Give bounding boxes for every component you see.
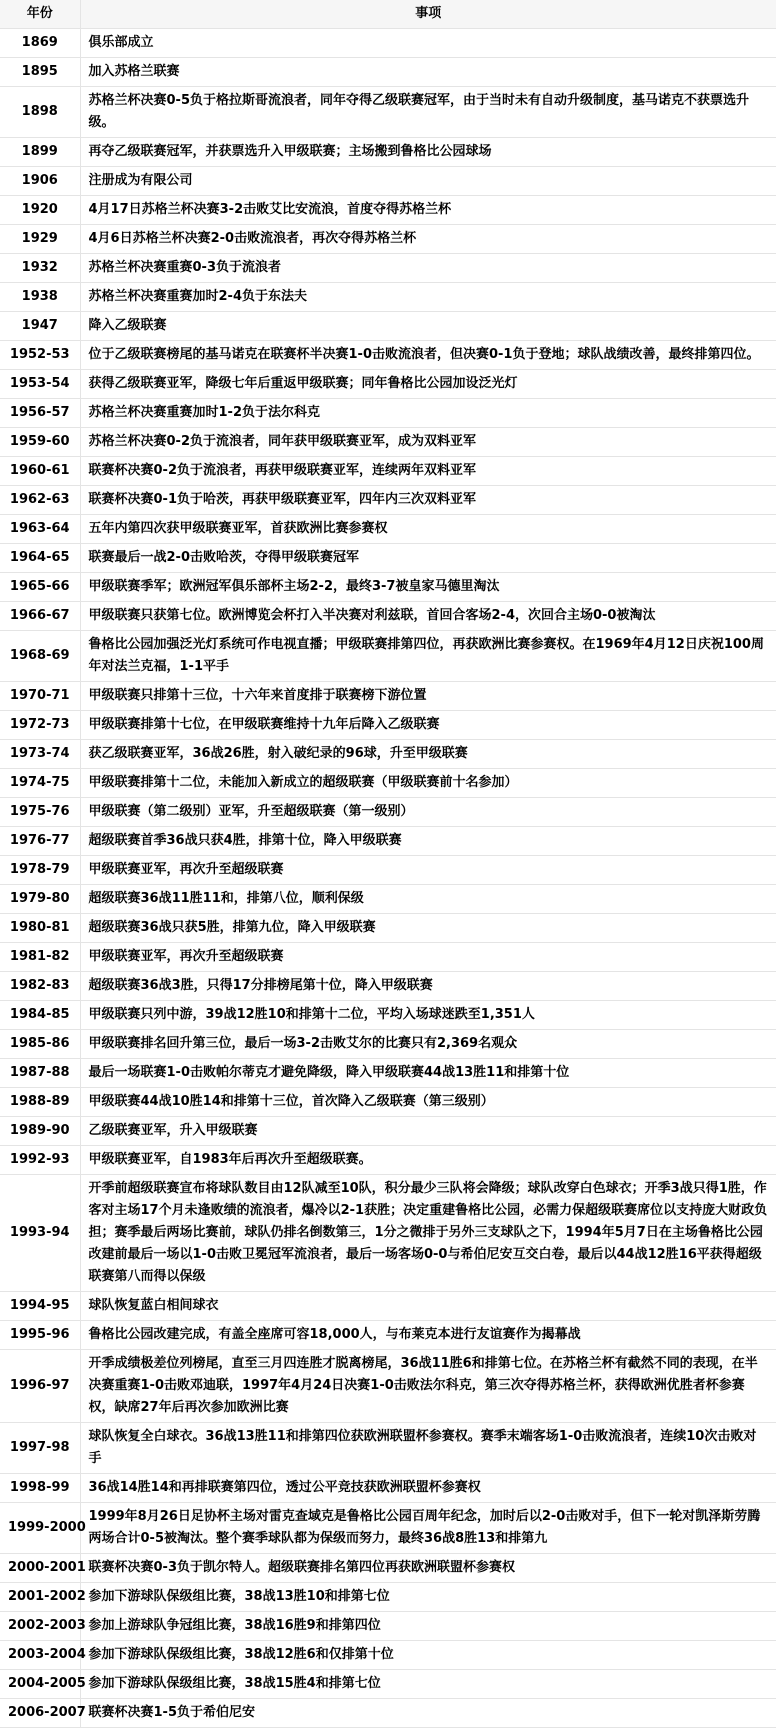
table-row: [0, 370, 776, 399]
year-cell: 1981-82: [0, 943, 80, 972]
year-cell: 1975-76: [0, 798, 80, 827]
year-cell: 1970-71: [0, 682, 80, 711]
event-cell: 超级联赛36战只获5胜，排第九位，降入甲级联赛: [80, 914, 776, 943]
event-cell: 甲级联赛排第十七位，在甲级联赛维持十九年后降入乙级联赛: [80, 711, 776, 740]
event-cell: 甲级联赛亚军，再次升至超级联赛: [80, 856, 776, 885]
event-cell: 注册成为有限公司: [80, 167, 776, 196]
year-cell: 1997-98: [0, 1423, 80, 1474]
event-cell: 甲级联赛只获第七位。欧洲博览会杯打入半决赛对利兹联，首回合客场2-4，次回合主场0-0被淘汰: [80, 602, 776, 631]
table-row: [0, 399, 776, 428]
year-cell: 1966-67: [0, 602, 80, 631]
event-cell: 参加下游球队保级组比赛，38战15胜4和排第七位: [80, 1670, 776, 1699]
event-cell: 五年内第四次获甲级联赛亚军，首获欧洲比赛参赛权: [80, 515, 776, 544]
event-cell: 联赛杯决赛0-3负于凯尔特人。超级联赛排名第四位再获欧洲联盟杯参赛权: [80, 1554, 776, 1583]
table-row: [0, 1117, 776, 1146]
table-row: [0, 1423, 776, 1474]
year-column-header: 年份: [0, 0, 80, 29]
year-cell: 1988-89: [0, 1088, 80, 1117]
table-row: [0, 1699, 776, 1728]
table-row: [0, 138, 776, 167]
year-cell: 1996-97: [0, 1350, 80, 1423]
table-row: [0, 196, 776, 225]
year-cell: 2003-2004: [0, 1641, 80, 1670]
event-cell: 鲁格比公园加强泛光灯系统可作电视直播；甲级联赛排第四位，再获欧洲比赛参赛权。在1969年4月12日庆祝100周年对法兰克福，1-1平手: [80, 631, 776, 682]
event-cell: 甲级联赛排名回升第三位，最后一场3-2击败艾尔的比赛只有2,369名观众: [80, 1030, 776, 1059]
table-body: [0, 29, 776, 1728]
year-cell: 2002-2003: [0, 1612, 80, 1641]
year-cell: 1956-57: [0, 399, 80, 428]
table-row: [0, 711, 776, 740]
year-cell: 1985-86: [0, 1030, 80, 1059]
year-cell: 1992-93: [0, 1146, 80, 1175]
table-row: [0, 167, 776, 196]
table-row: [0, 631, 776, 682]
table-row: [0, 1001, 776, 1030]
year-cell: 1995-96: [0, 1321, 80, 1350]
table-row: [0, 225, 776, 254]
year-cell: 1976-77: [0, 827, 80, 856]
event-cell: 超级联赛36战3胜，只得17分排榜尾第十位，降入甲级联赛: [80, 972, 776, 1001]
event-cell: 甲级联赛（第二级别）亚军，升至超级联赛（第一级别）: [80, 798, 776, 827]
event-cell: 苏格兰杯决赛重赛加时1-2负于法尔科克: [80, 399, 776, 428]
event-cell: 甲级联赛44战10胜14和排第十三位，首次降入乙级联赛（第三级别）: [80, 1088, 776, 1117]
event-cell: 降入乙级联赛: [80, 312, 776, 341]
year-cell: 1952-53: [0, 341, 80, 370]
event-cell: 4月6日苏格兰杯决赛2-0击败流浪者，再次夺得苏格兰杯: [80, 225, 776, 254]
event-cell: 1999年8月26日足协杯主场对雷克查域克是鲁格比公园百周年纪念，加时后以2-0击败对手，但下一轮对凯泽斯劳腾两场合计0-5被淘汰。整个赛季球队都为保级而努力，最终36战8胜13和排第九: [80, 1503, 776, 1554]
table-row: [0, 544, 776, 573]
table-row: [0, 515, 776, 544]
event-cell: 联赛最后一战2-0击败哈茨，夺得甲级联赛冠军: [80, 544, 776, 573]
event-cell: 甲级联赛亚军，再次升至超级联赛: [80, 943, 776, 972]
table-row: [0, 740, 776, 769]
event-cell: 鲁格比公园改建完成，有盖全座席可容18,000人，与布莱克本进行友谊赛作为揭幕战: [80, 1321, 776, 1350]
table-row: [0, 1612, 776, 1641]
event-cell: 加入苏格兰联赛: [80, 58, 776, 87]
year-cell: 1906: [0, 167, 80, 196]
table-row: [0, 769, 776, 798]
year-cell: 1993-94: [0, 1175, 80, 1292]
table-row: [0, 1292, 776, 1321]
year-cell: 1929: [0, 225, 80, 254]
table-row: [0, 972, 776, 1001]
year-cell: 1960-61: [0, 457, 80, 486]
table-row: [0, 1583, 776, 1612]
year-cell: 1980-81: [0, 914, 80, 943]
year-cell: 1938: [0, 283, 80, 312]
event-cell: 36战14胜14和再排联赛第四位，透过公平竞技获欧洲联盟杯参赛权: [80, 1474, 776, 1503]
year-cell: 1984-85: [0, 1001, 80, 1030]
event-cell: 球队恢复全白球衣。36战13胜11和排第四位获欧洲联盟杯参赛权。赛季末端客场1-0击败流浪者，连续10次击败对手: [80, 1423, 776, 1474]
year-cell: 1965-66: [0, 573, 80, 602]
event-cell: 乙级联赛亚军，升入甲级联赛: [80, 1117, 776, 1146]
year-cell: 1972-73: [0, 711, 80, 740]
year-cell: 1899: [0, 138, 80, 167]
table-row: [0, 1554, 776, 1583]
year-cell: 1920: [0, 196, 80, 225]
table-row: [0, 1350, 776, 1423]
event-cell: 苏格兰杯决赛重赛加时2-4负于东法夫: [80, 283, 776, 312]
table-row: [0, 1146, 776, 1175]
table-row: [0, 341, 776, 370]
event-cell: 俱乐部成立: [80, 29, 776, 58]
event-cell: 超级联赛首季36战只获4胜，排第十位，降入甲级联赛: [80, 827, 776, 856]
event-cell: 甲级联赛亚军，自1983年后再次升至超级联赛。: [80, 1146, 776, 1175]
event-cell: 参加上游球队争冠组比赛，38战16胜9和排第四位: [80, 1612, 776, 1641]
header-row: [0, 0, 776, 29]
year-cell: 2004-2005: [0, 1670, 80, 1699]
table-row: [0, 798, 776, 827]
event-cell: 最后一场联赛1-0击败帕尔蒂克才避免降级，降入甲级联赛44战13胜11和排第十位: [80, 1059, 776, 1088]
year-cell: 1978-79: [0, 856, 80, 885]
table-row: [0, 1175, 776, 1292]
year-cell: 2001-2002: [0, 1583, 80, 1612]
table-row: [0, 87, 776, 138]
event-cell: 球队恢复蓝白相间球衣: [80, 1292, 776, 1321]
year-cell: 1932: [0, 254, 80, 283]
year-cell: 1959-60: [0, 428, 80, 457]
event-cell: 甲级联赛只排第十三位，十六年来首度排于联赛榜下游位置: [80, 682, 776, 711]
table-row: [0, 1503, 776, 1554]
year-cell: 1994-95: [0, 1292, 80, 1321]
event-cell: 位于乙级联赛榜尾的基马诺克在联赛杯半决赛1-0击败流浪者，但决赛0-1负于登地；球队战绩改善，最终排第四位。: [80, 341, 776, 370]
table-row: [0, 856, 776, 885]
table-row: [0, 682, 776, 711]
event-cell: 参加下游球队保级组比赛，38战13胜10和排第七位: [80, 1583, 776, 1612]
year-cell: 2006-2007: [0, 1699, 80, 1728]
year-cell: 1947: [0, 312, 80, 341]
table-row: [0, 486, 776, 515]
table-header: [0, 0, 776, 29]
event-cell: 参加下游球队保级组比赛，38战12胜6和仅排第十位: [80, 1641, 776, 1670]
year-cell: 1989-90: [0, 1117, 80, 1146]
table-row: [0, 943, 776, 972]
table-row: [0, 827, 776, 856]
year-cell: 1968-69: [0, 631, 80, 682]
event-cell: 甲级联赛排第十二位，未能加入新成立的超级联赛（甲级联赛前十名参加）: [80, 769, 776, 798]
table-row: [0, 58, 776, 87]
event-cell: 4月17日苏格兰杯决赛3-2击败艾比安流浪，首度夺得苏格兰杯: [80, 196, 776, 225]
year-cell: 2000-2001: [0, 1554, 80, 1583]
year-cell: 1998-99: [0, 1474, 80, 1503]
event-cell: 甲级联赛季军；欧洲冠军俱乐部杯主场2-2，最终3-7被皇家马德里淘汰: [80, 573, 776, 602]
table-row: [0, 428, 776, 457]
year-cell: 1962-63: [0, 486, 80, 515]
year-cell: 1974-75: [0, 769, 80, 798]
year-cell: 1869: [0, 29, 80, 58]
table-row: [0, 1059, 776, 1088]
event-cell: 再夺乙级联赛冠军，并获票选升入甲级联赛；主场搬到鲁格比公园球场: [80, 138, 776, 167]
event-cell: 甲级联赛只列中游，39战12胜10和排第十二位，平均入场球迷跌至1,351人: [80, 1001, 776, 1030]
table-row: [0, 1641, 776, 1670]
event-cell: 联赛杯决赛0-2负于流浪者，再获甲级联赛亚军，连续两年双料亚军: [80, 457, 776, 486]
table-row: [0, 602, 776, 631]
year-cell: 1895: [0, 58, 80, 87]
table-row: [0, 1670, 776, 1699]
year-cell: 1898: [0, 87, 80, 138]
event-cell: 苏格兰杯决赛0-2负于流浪者，同年获甲级联赛亚军，成为双料亚军: [80, 428, 776, 457]
event-cell: 开季成绩极差位列榜尾，直至三月四连胜才脱离榜尾，36战11胜6和排第七位。在苏格兰杯有截然不同的表现，在半决赛重赛1-0击败邓迪联，1997年4月24日决赛1-0击败法尔科克，第三次夺得苏格兰杯，获得欧洲优胜者杯参赛权，缺席27年后再次参加欧洲比赛: [80, 1350, 776, 1423]
table-row: [0, 29, 776, 58]
event-cell: 联赛杯决赛0-1负于哈茨，再获甲级联赛亚军，四年内三次双料亚军: [80, 486, 776, 515]
table-row: [0, 573, 776, 602]
table-row: [0, 1088, 776, 1117]
year-cell: 1964-65: [0, 544, 80, 573]
year-cell: 1953-54: [0, 370, 80, 399]
table-row: [0, 254, 776, 283]
event-cell: 获得乙级联赛亚军，降级七年后重返甲级联赛；同年鲁格比公园加设泛光灯: [80, 370, 776, 399]
year-cell: 1982-83: [0, 972, 80, 1001]
year-cell: 1999-2000: [0, 1503, 80, 1554]
event-column-header: 事项: [80, 0, 776, 29]
event-cell: 苏格兰杯决赛重赛0-3负于流浪者: [80, 254, 776, 283]
table-row: [0, 914, 776, 943]
event-cell: 开季前超级联赛宣布将球队数目由12队减至10队，积分最少三队将会降级；球队改穿白色球衣；开季3战只得1胜，作客对主场17个月未逢败绩的流浪者，爆冷以2-1获胜；决定重建鲁格比公园，必需力保超级联赛席位以支持庞大财政负担；赛季最后两场比赛前，球队仍排名倒数第三，1分之微排于另外三支球队之下，1994年5月7日在主场鲁格比公园改建前最后一场以1-0击败卫冕冠军流浪者，最后一场客场0-0与希伯尼安互交白卷，最后以44战12胜16平获得超级联赛第八而得以保级: [80, 1175, 776, 1292]
event-cell: 获乙级联赛亚军，36战26胜，射入破纪录的96球，升至甲级联赛: [80, 740, 776, 769]
year-cell: 1979-80: [0, 885, 80, 914]
year-cell: 1963-64: [0, 515, 80, 544]
event-cell: 苏格兰杯决赛0-5负于格拉斯哥流浪者，同年夺得乙级联赛冠军，由于当时未有自动升级制度，基马诺克不获票选升级。: [80, 87, 776, 138]
table-row: [0, 885, 776, 914]
year-cell: 1987-88: [0, 1059, 80, 1088]
event-cell: 联赛杯决赛1-5负于希伯尼安: [80, 1699, 776, 1728]
table-row: [0, 1474, 776, 1503]
table-row: [0, 1030, 776, 1059]
table-row: [0, 457, 776, 486]
event-cell: 超级联赛36战11胜11和，排第八位，顺利保级: [80, 885, 776, 914]
table-row: [0, 1321, 776, 1350]
table-row: [0, 283, 776, 312]
year-cell: 1973-74: [0, 740, 80, 769]
table-row: [0, 312, 776, 341]
